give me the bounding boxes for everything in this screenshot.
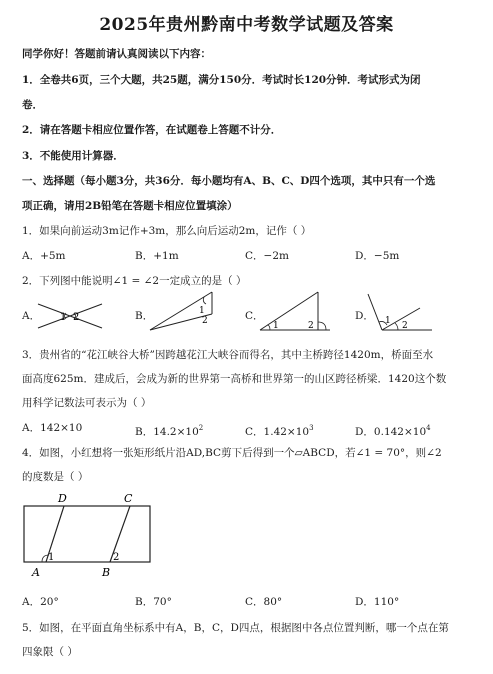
q2-stem: 2．下列图中能说明∠1 = ∠2一定成立的是（ ） bbox=[22, 275, 247, 287]
q4-option-c: C．80° bbox=[245, 596, 283, 608]
notice-greeting: 同学你好！答题前请认真阅读以下内容： bbox=[22, 48, 211, 60]
q2-figure-c bbox=[258, 290, 338, 334]
q3-option-a: A．142×10 bbox=[22, 422, 83, 434]
q3-stem-3: 用科学记数法可表示为（ ） bbox=[22, 397, 152, 409]
q2-option-a: A． bbox=[22, 310, 41, 322]
q3-option-c: C．$1.42\times 10^3$ bbox=[245, 424, 314, 438]
notice-item-3: 3．不能使用计算器． bbox=[22, 150, 124, 162]
q2-b-label-2: 2 bbox=[202, 316, 208, 326]
q2-d-label-2: 2 bbox=[402, 321, 408, 331]
q3-option-d: D．$0.142\times 10^4$ bbox=[355, 424, 431, 438]
q4-figure bbox=[20, 492, 160, 584]
section-heading-cont: 项正确，请用2B铅笔在答题卡相应位置填涂） bbox=[22, 200, 238, 212]
q2-b-label-1: 1 bbox=[199, 306, 205, 316]
q1-stem: 1．如果向前运动3m记作+3m，那么向后运动2m，记作（ ） bbox=[22, 225, 312, 237]
q4-label-a: A bbox=[32, 566, 40, 579]
q2-figure-b bbox=[148, 288, 228, 334]
q1-option-b: B．+1m bbox=[135, 250, 179, 262]
q3-stem: 3．贵州省的“花江峡谷大桥”因跨越花江大峡谷而得名，其中主桥跨径1420m，桥面至水 bbox=[22, 349, 434, 361]
q4-option-b: B．70° bbox=[135, 596, 172, 608]
q4-option-d: D．110° bbox=[355, 596, 400, 608]
q5-stem: 5．如图，在平面直角坐标系中有A，B，C，D四点，根据图中各点位置判断，哪一个点在第 bbox=[22, 622, 449, 634]
q1-option-a: A．+5m bbox=[22, 250, 66, 262]
q4-stem-2: 的度数是（ ） bbox=[22, 471, 89, 483]
notice-item-1-cont: 卷． bbox=[22, 99, 43, 111]
q2-option-b: B． bbox=[135, 310, 154, 322]
q2-figure-a bbox=[36, 298, 106, 334]
section-heading: 一、选择题（每小题3分，共36分．每小题均有A、B、C、D四个选项，其中只有一个选 bbox=[22, 175, 436, 187]
q4-stem: 4．如图，小红想将一张矩形纸片沿AD,BC剪下后得到一个▱ABCD，若∠1 = 70°，则∠2 bbox=[22, 447, 442, 459]
q2-figure-d bbox=[368, 292, 448, 334]
page-title: 2025年贵州黔南中考数学试题及答案 bbox=[99, 15, 394, 35]
q1-option-c: C．−2m bbox=[245, 250, 289, 262]
q2-c-label-1: 1 bbox=[273, 321, 279, 331]
q2-d-label-1: 1 bbox=[385, 316, 391, 326]
q3-stem-2: 面高度625m．建成后，会成为新的世界第一高桥和世界第一的山区跨径桥梁．1420这个数 bbox=[22, 373, 447, 385]
q1-option-d: D．−5m bbox=[355, 250, 400, 262]
q4-label-angle-1: 1 bbox=[48, 552, 55, 563]
notice-item-2: 2．请在答题卡相应位置作答，在试题卷上答题不计分． bbox=[22, 124, 282, 136]
q2-option-c: C． bbox=[245, 310, 264, 322]
q2-option-d: D． bbox=[355, 310, 374, 322]
q2-a-label-2: 2 bbox=[73, 312, 80, 323]
q4-option-a: A．20° bbox=[22, 596, 59, 608]
notice-item-1: 1．全卷共6页，三个大题，共25题，满分150分．考试时长120分钟．考试形式为闭 bbox=[22, 74, 421, 86]
q4-label-angle-2: 2 bbox=[113, 552, 120, 563]
q4-label-b: B bbox=[102, 566, 111, 579]
q5-stem-2: 四象限（ ） bbox=[22, 646, 78, 658]
q4-label-c: C bbox=[124, 492, 133, 505]
q2-c-label-2: 2 bbox=[308, 321, 314, 331]
q2-a-label-1: 1 bbox=[60, 312, 67, 323]
q3-option-b: B．$14.2\times 10^2$ bbox=[135, 424, 204, 438]
q4-label-d: D bbox=[58, 492, 67, 505]
